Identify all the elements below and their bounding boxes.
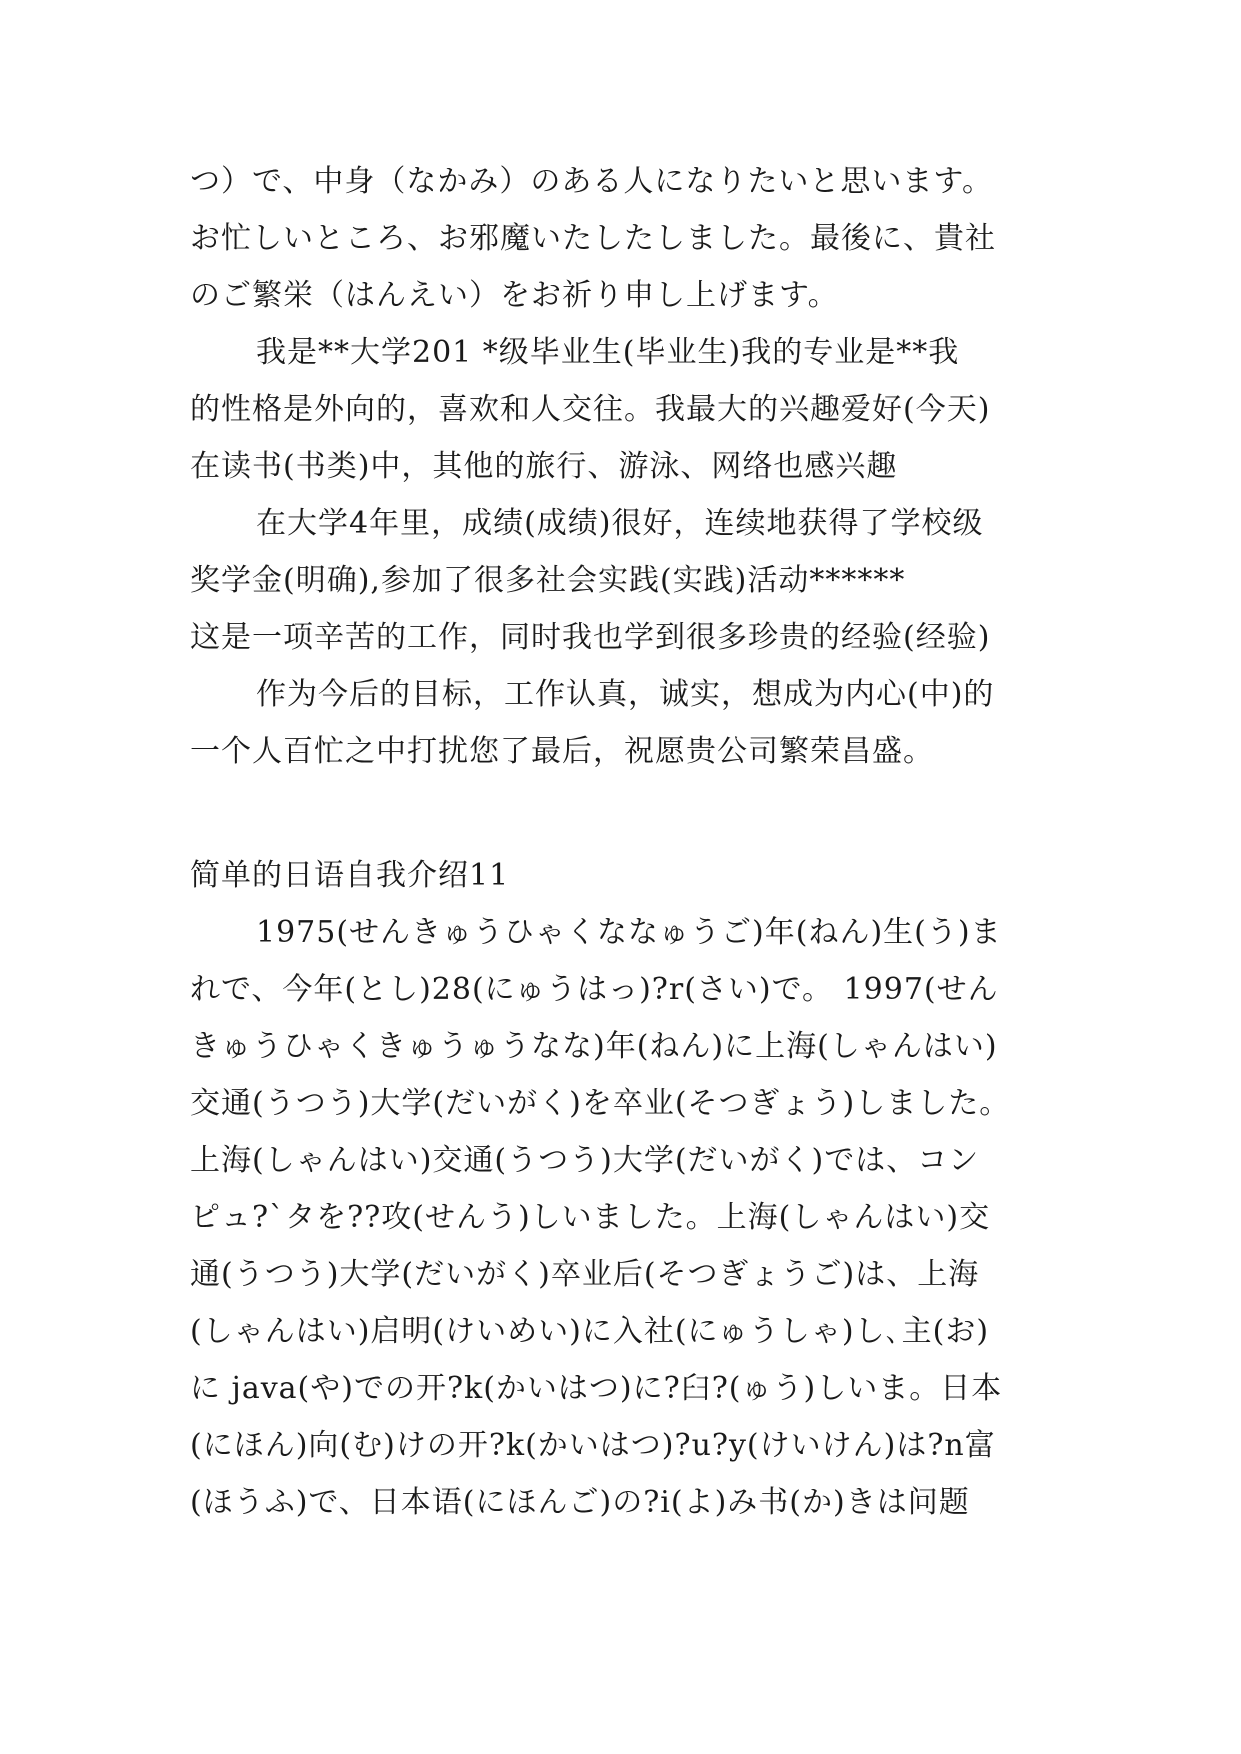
paragraph-start-line: 在大学4年里，成绩(成绩)很好，连续地获得了学校级: [256, 506, 984, 541]
text-line: (しゃんはい)启明(けいめい)に入社(にゅうしゃ)し､主(お): [190, 1314, 990, 1349]
text-line: 通(うつう)大学(だいがく)卒业后(そつぎょうご)は、上海: [190, 1257, 980, 1292]
text-line: 交通(うつう)大学(だいがく)を卒业(そつぎょう)しました。: [190, 1086, 1011, 1121]
text-line: 的性格是外向的，喜欢和人交往。我最大的兴趣爱好(今天): [190, 392, 991, 427]
text-line: のご繁栄（はんえい）をお祈り申し上げます。: [190, 278, 839, 313]
text-line: 在读书(书类)中，其他的旅行、游泳、网络也感兴趣: [190, 449, 898, 484]
text-line: 奖学金(明确),参加了很多社会实践(实践)活动******: [190, 563, 906, 598]
section-title: 简单的日语自我介绍11: [190, 858, 510, 893]
text-line: 这是一项辛苦的工作，同时我也学到很多珍贵的经验(经验): [190, 620, 991, 655]
text-line: (ほうふ)で、日本语(にほんご)の?i(よ)み书(か)きは问题: [190, 1485, 970, 1520]
text-line: きゅうひゃくきゅうゅうなな)年(ねん)に上海(しゃんはい): [190, 1029, 998, 1064]
text-line: ピュ?`タを??攻(せんう)しいました。上海(しゃんはい)交: [190, 1200, 991, 1235]
text-line: に java(や)での开?k(かいはつ)に?臼?(ゅう)しいま。日本: [190, 1371, 1003, 1406]
paragraph-start-line: 1975(せんきゅうひゃくななゅうご)年(ねん)生(う)ま: [256, 915, 1002, 950]
paragraph-start-line: 作为今后的目标，工作认真，诚实，想成为内心(中)的: [256, 677, 995, 712]
text-line: お忙しいところ、お邪魔いたしたしました。最後に、貴社: [190, 221, 996, 256]
text-line: (にほん)向(む)けの开?k(かいはつ)?u?y(けいけん)は?n富: [190, 1428, 996, 1463]
text-line: つ）で、中身（なかみ）のある人になりたいと思います。: [190, 164, 993, 199]
text-line: 上海(しゃんはい)交通(うつう)大学(だいがく)では、コン: [190, 1143, 980, 1178]
text-line: れで、今年(とし)28(にゅうはっ)?r(さい)で。 1997(せん: [190, 972, 999, 1007]
text-line: 一个人百忙之中打扰您了最后，祝愿贵公司繁荣昌盛。: [190, 734, 934, 769]
paragraph-start-line: 我是**大学201 *级毕业生(毕业生)我的专业是**我: [256, 335, 960, 370]
